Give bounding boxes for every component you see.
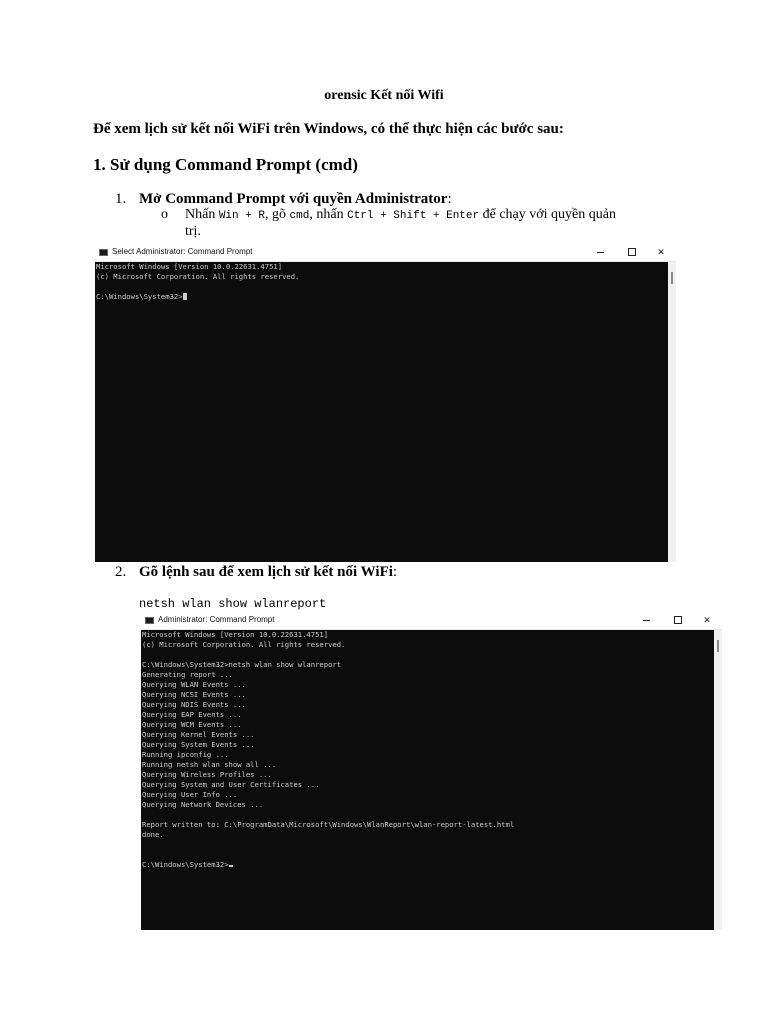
scrollbar-thumb[interactable]	[717, 640, 719, 652]
step-label: Gõ lệnh sau để xem lịch sử kết nối WiFi	[139, 564, 393, 580]
console-line: Querying WLAN Events ...	[142, 680, 246, 689]
console-line: Running netsh wlan show all ...	[142, 760, 277, 769]
console-output[interactable]	[141, 630, 514, 930]
console-line: Querying EAP Events ...	[142, 710, 242, 719]
key-cmd: cmd	[289, 210, 310, 222]
command-code: netsh wlan show wlanreport	[139, 597, 327, 611]
console-line: Querying System Events ...	[142, 740, 255, 749]
console-line: C:\Windows\System32>netsh wlan show wlanreport	[142, 660, 342, 669]
console-line: C:\Windows\System32>	[142, 860, 514, 870]
cmd-icon	[145, 617, 154, 624]
intro-paragraph: Để xem lịch sử kết nối WiFi trên Windows, có thể thực hiện các bước sau:	[93, 121, 564, 137]
console-line: done.	[142, 830, 164, 839]
step-text	[139, 191, 452, 208]
step-label: Mở Command Prompt với quyền Administrator	[139, 191, 448, 207]
bullet-line-2: trị.	[185, 224, 201, 239]
cmd-window-1[interactable]	[95, 244, 676, 562]
close-icon[interactable]: ✕	[657, 247, 665, 257]
bullet-marker: o	[161, 207, 168, 222]
document-title: orensic Kết nối Wifi	[324, 88, 444, 103]
console-line	[142, 650, 514, 660]
minimize-icon[interactable]	[595, 246, 607, 258]
step-suffix: :	[447, 191, 452, 207]
console-line: Querying Network Devices ...	[142, 800, 264, 809]
console-line: Querying WCM Events ...	[142, 720, 242, 729]
console-line: Querying Kernel Events ...	[142, 730, 255, 739]
cmd-icon	[99, 249, 108, 256]
bullet-text: , nhấn	[309, 207, 348, 222]
cmd-window-2[interactable]	[141, 612, 722, 930]
title-bar[interactable]	[95, 244, 676, 262]
title-bar[interactable]	[141, 612, 722, 630]
console-line: (c) Microsoft Corporation. All rights reserved.	[142, 640, 346, 649]
console-output[interactable]	[95, 262, 299, 562]
console-line: Querying User Info ...	[142, 790, 238, 799]
console-line	[142, 810, 514, 820]
console-line: Microsoft Windows [Version 10.0.22631.4751]	[96, 262, 283, 271]
cursor	[229, 865, 233, 867]
close-icon[interactable]: ✕	[703, 615, 711, 625]
step-number: 2.	[115, 564, 127, 580]
section-heading: 1. Sử dụng Command Prompt (cmd)	[93, 155, 358, 174]
key-win-r: Win + R	[218, 210, 266, 222]
console-line: (c) Microsoft Corporation. All rights reserved.	[96, 272, 300, 281]
console-line: C:\Windows\System32>	[96, 292, 299, 302]
maximize-icon[interactable]	[626, 246, 638, 258]
bullet-text: để chạy với quyền quản	[479, 207, 616, 222]
console-line: Microsoft Windows [Version 10.0.22631.4751]	[142, 630, 329, 639]
scrollbar[interactable]	[714, 630, 722, 930]
cursor	[183, 293, 187, 300]
console-line: Querying Wireless Profiles ...	[142, 770, 272, 779]
bullet-text: Nhấn	[185, 207, 219, 222]
console-line: Report written to: C:\ProgramData\Microsoft\Windows\WlanReport\wlan-report-latest.html	[142, 820, 515, 829]
console-line	[142, 840, 514, 850]
console-line: Querying NDIS Events ...	[142, 700, 246, 709]
bullet-text: , gõ	[265, 207, 290, 222]
console-line	[142, 850, 514, 860]
maximize-icon[interactable]	[672, 614, 684, 626]
console-line: Running ipconfig ...	[142, 750, 229, 759]
step-text	[139, 564, 397, 581]
scrollbar-thumb[interactable]	[671, 272, 673, 284]
console-line: Generating report ...	[142, 670, 233, 679]
console-line: Querying System and User Certificates ...	[142, 780, 320, 789]
console-line	[96, 282, 299, 292]
window-title: Administrator: Command Prompt	[158, 615, 275, 624]
scrollbar[interactable]	[668, 262, 676, 562]
step-suffix: :	[392, 564, 398, 580]
bullet-line-1	[185, 207, 616, 223]
console-line: Querying NCSI Events ...	[142, 690, 246, 699]
key-ctrl-shift-enter: Ctrl + Shift + Enter	[347, 210, 480, 222]
minimize-icon[interactable]	[641, 614, 653, 626]
step-number: 1.	[115, 191, 127, 207]
window-title: Select Administrator: Command Prompt	[112, 247, 253, 256]
